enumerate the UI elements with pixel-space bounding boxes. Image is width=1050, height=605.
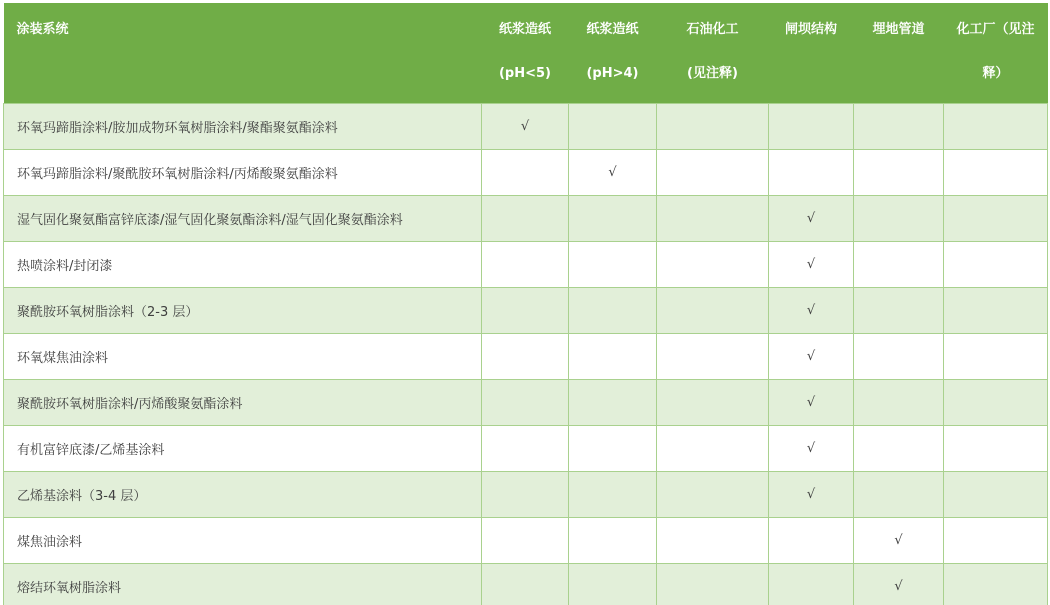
- check-cell-petrochemical: [657, 242, 769, 288]
- check-cell-buried-pipeline: [854, 104, 944, 150]
- check-cell-chemical-plant: [944, 564, 1048, 605]
- check-cell-pulp-paper-ph-lt5: [482, 196, 569, 242]
- table-row: [4, 196, 1048, 242]
- check-cell-buried-pipeline: √: [854, 564, 944, 605]
- check-cell-buried-pipeline: [854, 472, 944, 518]
- check-cell-pulp-paper-ph-lt5: [482, 334, 569, 380]
- check-cell-pulp-paper-ph-gt4: [569, 288, 657, 334]
- check-cell-pulp-paper-ph-lt5: [482, 426, 569, 472]
- check-cell-petrochemical: [657, 104, 769, 150]
- coating-system-label: 聚酰胺环氧树脂涂料/丙烯酸聚氨酯涂料: [4, 380, 482, 426]
- check-cell-pulp-paper-ph-lt5: [482, 472, 569, 518]
- table-body: [4, 104, 1048, 605]
- check-cell-dam-structure: √: [769, 334, 854, 380]
- check-cell-pulp-paper-ph-lt5: [482, 150, 569, 196]
- check-cell-petrochemical: [657, 564, 769, 605]
- check-cell-pulp-paper-ph-lt5: [482, 518, 569, 564]
- check-cell-dam-structure: [769, 564, 854, 605]
- check-cell-petrochemical: [657, 196, 769, 242]
- check-cell-pulp-paper-ph-gt4: [569, 518, 657, 564]
- table-row: [4, 242, 1048, 288]
- check-cell-dam-structure: √: [769, 196, 854, 242]
- coating-system-label: 煤焦油涂料: [4, 518, 482, 564]
- coating-system-label: 湿气固化聚氨酯富锌底漆/湿气固化聚氨酯涂料/湿气固化聚氨酯涂料: [4, 196, 482, 242]
- check-cell-pulp-paper-ph-gt4: [569, 334, 657, 380]
- column-header-pulp-paper-ph-gt4: [569, 3, 657, 104]
- table-header: [4, 3, 1048, 104]
- coating-system-label: 环氧玛蹄脂涂料/聚酰胺环氧树脂涂料/丙烯酸聚氨酯涂料: [4, 150, 482, 196]
- column-header-chemical-plant: [944, 3, 1048, 104]
- coating-system-label: 有机富锌底漆/乙烯基涂料: [4, 426, 482, 472]
- table-row: [4, 564, 1048, 605]
- check-cell-buried-pipeline: [854, 196, 944, 242]
- check-cell-chemical-plant: [944, 288, 1048, 334]
- check-cell-pulp-paper-ph-gt4: [569, 242, 657, 288]
- check-cell-buried-pipeline: [854, 288, 944, 334]
- check-cell-dam-structure: [769, 104, 854, 150]
- table-row: [4, 104, 1048, 150]
- check-cell-dam-structure: √: [769, 472, 854, 518]
- check-cell-petrochemical: [657, 518, 769, 564]
- coating-system-label: 聚酰胺环氧树脂涂料（2-3 层）: [4, 288, 482, 334]
- check-cell-buried-pipeline: [854, 242, 944, 288]
- header-line: 涂装系统: [16, 22, 69, 37]
- check-cell-dam-structure: √: [769, 242, 854, 288]
- check-cell-pulp-paper-ph-lt5: [482, 564, 569, 605]
- header-line: 埋地管道: [872, 22, 925, 37]
- coating-system-label: 热喷涂料/封闭漆: [4, 242, 482, 288]
- table-row: [4, 150, 1048, 196]
- check-cell-pulp-paper-ph-gt4: [569, 564, 657, 605]
- check-cell-dam-structure: √: [769, 380, 854, 426]
- check-cell-pulp-paper-ph-lt5: [482, 380, 569, 426]
- column-header-pulp-paper-ph-lt5: [482, 3, 569, 104]
- table-row: [4, 334, 1048, 380]
- header-row: [4, 3, 1048, 104]
- header-line: (pH<5): [498, 66, 551, 81]
- coating-system-label: 乙烯基涂料（3-4 层）: [4, 472, 482, 518]
- check-cell-buried-pipeline: [854, 150, 944, 196]
- check-cell-pulp-paper-ph-gt4: √: [569, 150, 657, 196]
- check-cell-chemical-plant: [944, 150, 1048, 196]
- check-cell-petrochemical: [657, 334, 769, 380]
- check-cell-pulp-paper-ph-gt4: [569, 380, 657, 426]
- check-cell-pulp-paper-ph-lt5: [482, 242, 569, 288]
- column-header-petrochemical: [657, 3, 769, 104]
- check-cell-chemical-plant: [944, 472, 1048, 518]
- header-line: 石油化工: [686, 22, 739, 37]
- check-cell-buried-pipeline: √: [854, 518, 944, 564]
- check-cell-buried-pipeline: [854, 426, 944, 472]
- coating-system-label: 环氧煤焦油涂料: [4, 334, 482, 380]
- table-row: [4, 288, 1048, 334]
- coating-system-label: 熔结环氧树脂涂料: [4, 564, 482, 605]
- check-cell-petrochemical: [657, 426, 769, 472]
- check-cell-petrochemical: [657, 380, 769, 426]
- column-header-buried-pipeline: [854, 3, 944, 104]
- header-line: 释）: [982, 66, 1009, 81]
- header-line: (见注释): [687, 66, 738, 81]
- table-row: [4, 472, 1048, 518]
- check-cell-buried-pipeline: [854, 380, 944, 426]
- check-cell-pulp-paper-ph-gt4: [569, 104, 657, 150]
- check-cell-pulp-paper-ph-gt4: [569, 472, 657, 518]
- check-cell-petrochemical: [657, 472, 769, 518]
- check-cell-dam-structure: [769, 518, 854, 564]
- column-header-dam-structure: [769, 3, 854, 104]
- header-line: (pH>4): [586, 66, 639, 81]
- check-cell-chemical-plant: [944, 196, 1048, 242]
- check-cell-petrochemical: [657, 150, 769, 196]
- check-cell-chemical-plant: [944, 242, 1048, 288]
- check-cell-pulp-paper-ph-lt5: √: [482, 104, 569, 150]
- table-row: [4, 426, 1048, 472]
- check-cell-petrochemical: [657, 288, 769, 334]
- check-cell-pulp-paper-ph-lt5: [482, 288, 569, 334]
- header-line: 纸浆造纸: [498, 22, 551, 37]
- table-row: [4, 518, 1048, 564]
- check-cell-dam-structure: [769, 150, 854, 196]
- check-cell-dam-structure: √: [769, 288, 854, 334]
- check-cell-buried-pipeline: [854, 334, 944, 380]
- header-line: 闸坝结构: [784, 22, 837, 37]
- column-header-coating-system: [4, 3, 482, 104]
- header-line: 化工厂（见注: [956, 22, 1035, 37]
- check-cell-chemical-plant: [944, 380, 1048, 426]
- check-cell-chemical-plant: [944, 334, 1048, 380]
- table-row: [4, 380, 1048, 426]
- check-cell-chemical-plant: [944, 104, 1048, 150]
- coating-system-label: 环氧玛蹄脂涂料/胺加成物环氧树脂涂料/聚酯聚氨酯涂料: [4, 104, 482, 150]
- coating-systems-table: [3, 3, 1048, 605]
- check-cell-pulp-paper-ph-gt4: [569, 196, 657, 242]
- check-cell-chemical-plant: [944, 518, 1048, 564]
- check-cell-pulp-paper-ph-gt4: [569, 426, 657, 472]
- check-cell-dam-structure: √: [769, 426, 854, 472]
- header-line: 纸浆造纸: [586, 22, 639, 37]
- check-cell-chemical-plant: [944, 426, 1048, 472]
